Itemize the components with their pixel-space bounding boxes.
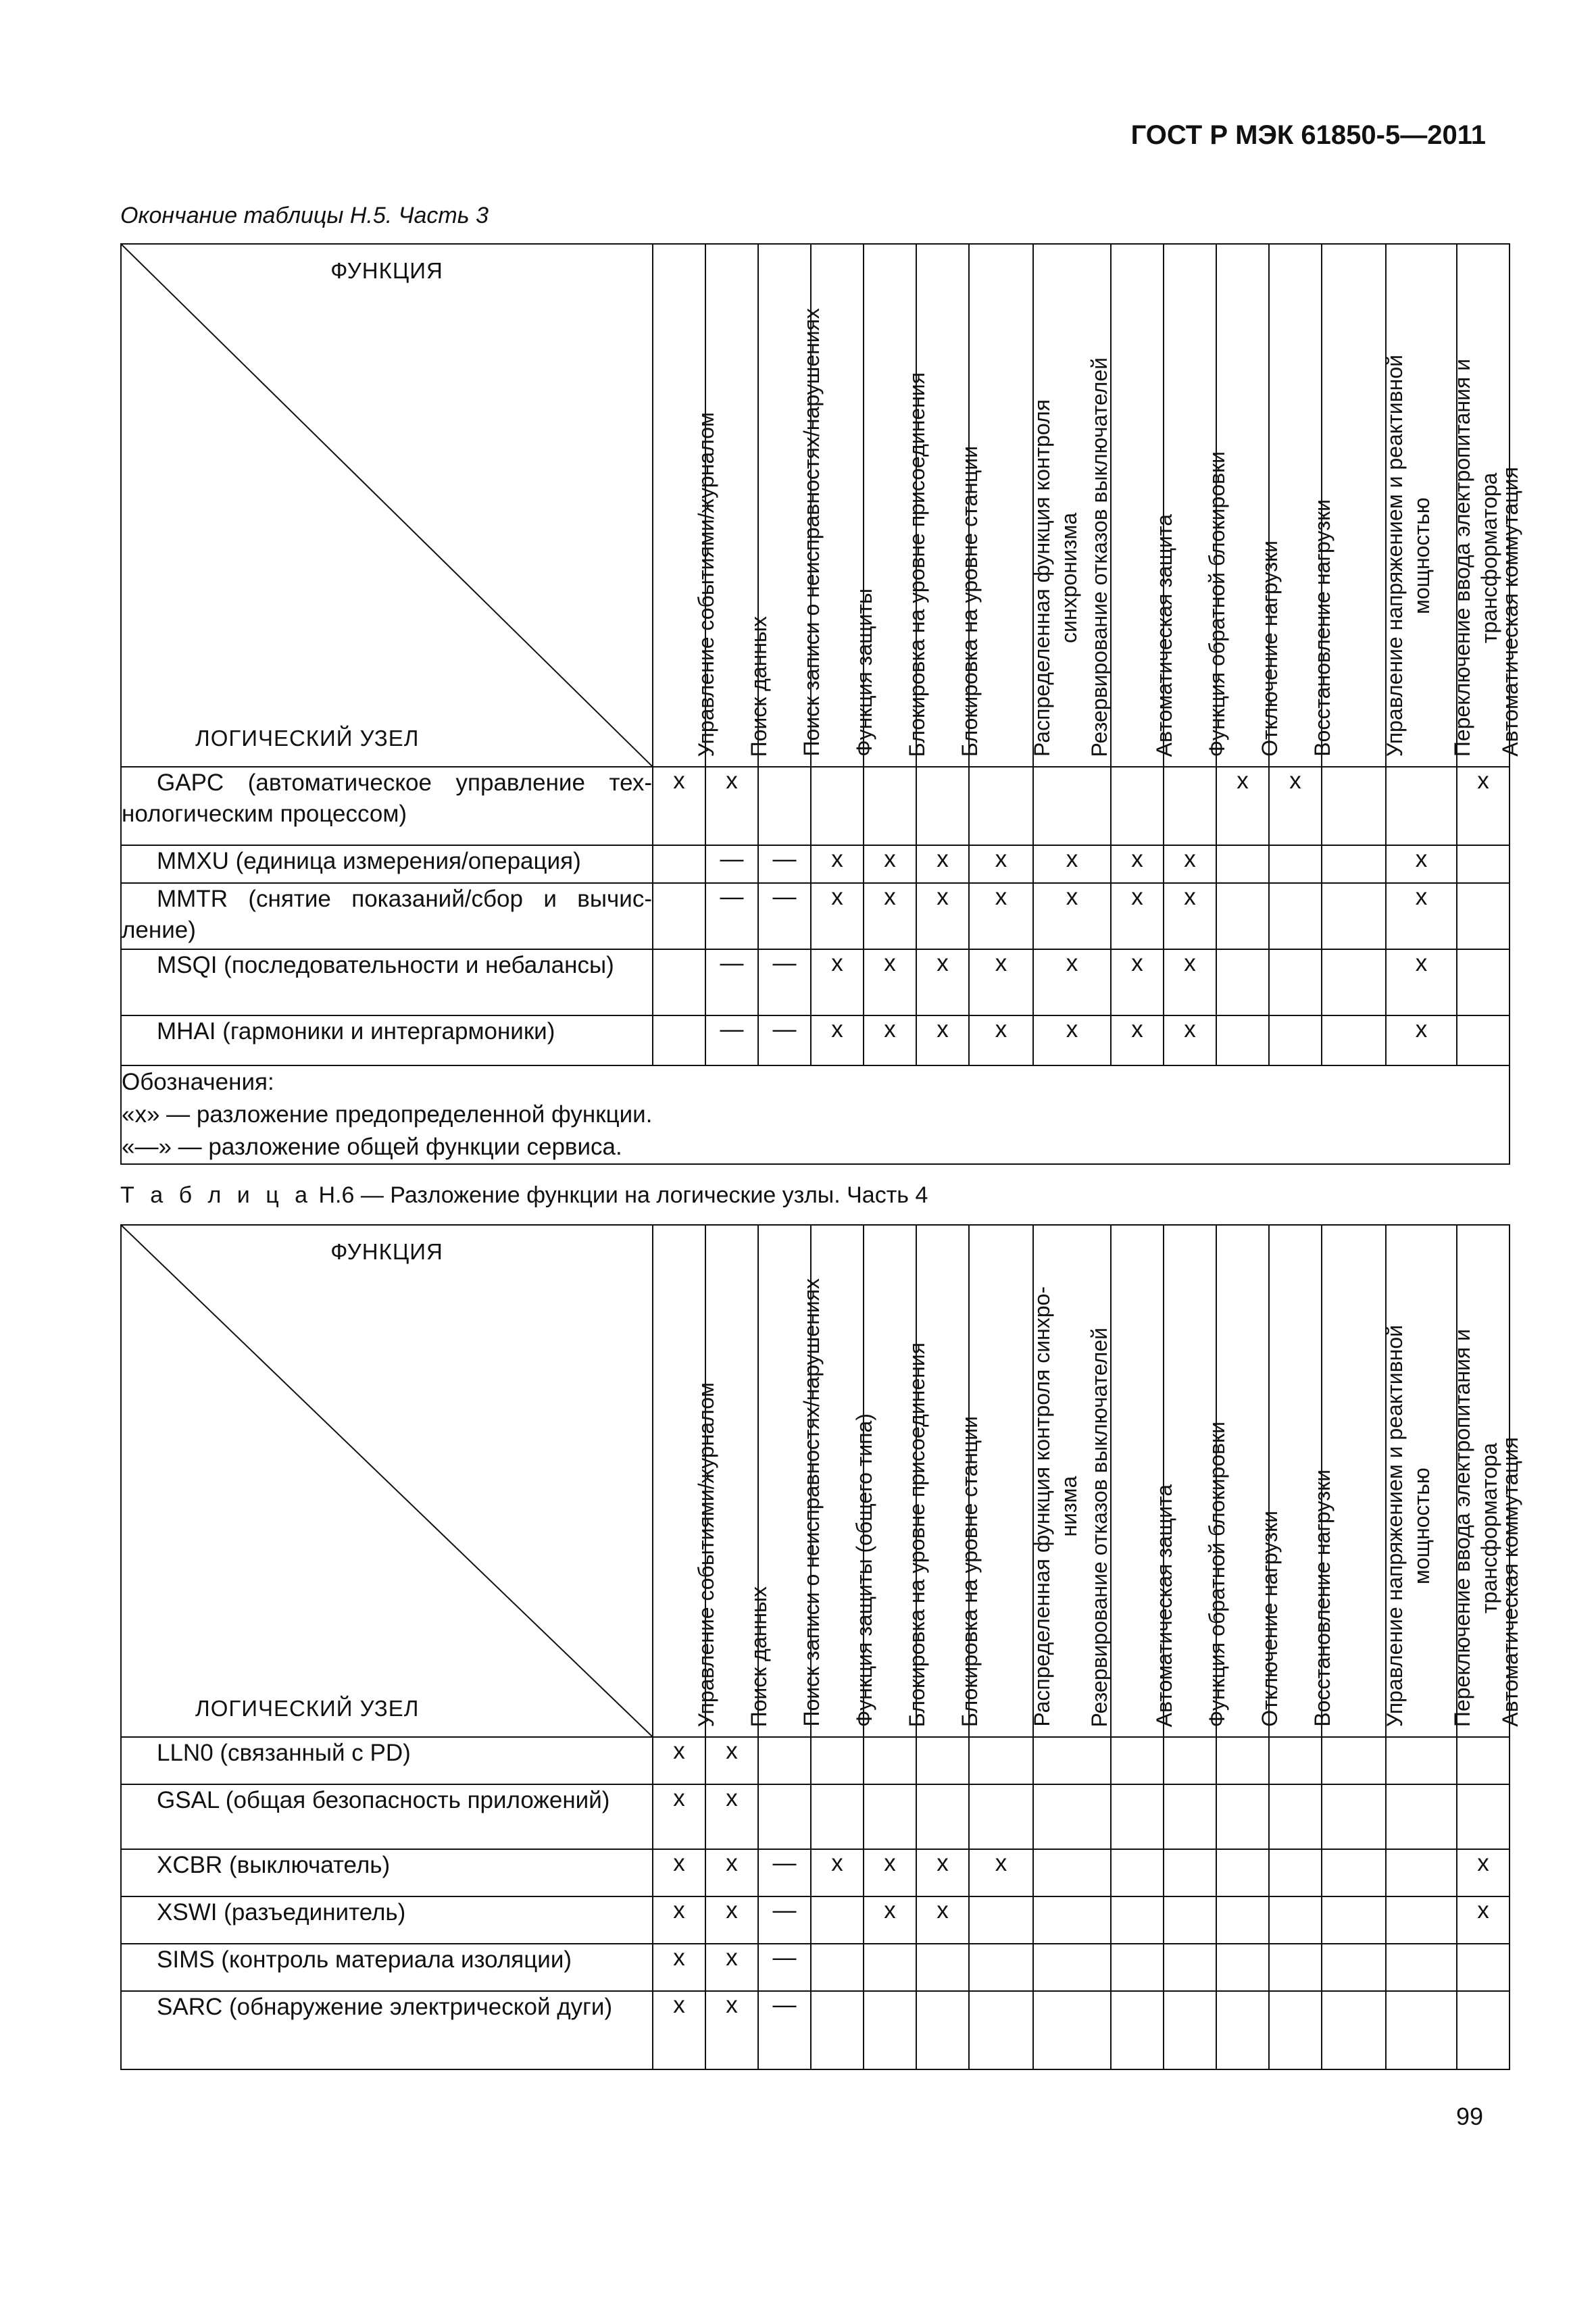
- mark-cell: [1269, 1896, 1322, 1944]
- table-row: [121, 845, 1510, 883]
- mark-cell: [1033, 1784, 1111, 1849]
- mark-cell: x: [864, 1896, 916, 1944]
- table-row: [121, 1896, 1510, 1944]
- mark-cell: [758, 1784, 811, 1849]
- mark-cell: x: [653, 767, 705, 845]
- mark-cell: x: [1386, 845, 1457, 883]
- mark-cell: x: [1111, 949, 1164, 1015]
- logical-node-cell: XCBR (выключатель): [121, 1849, 653, 1896]
- column-header: [1457, 244, 1522, 767]
- mark-cell: [1216, 1944, 1269, 1991]
- table-row: [121, 1991, 1510, 2069]
- mark-cell: —: [705, 949, 758, 1015]
- column-header-label: Блокировка на уровне присоединения: [905, 372, 929, 757]
- mark-cell: x: [1216, 767, 1269, 845]
- mark-cell: x: [916, 1849, 969, 1896]
- table-row: [121, 949, 1510, 1015]
- logical-node-cell: MMTR (снятие показаний/сбор и вычисление): [121, 883, 653, 949]
- column-header-label: Поиск записи о неисправностях/нарушениях: [799, 1278, 824, 1727]
- mark-cell: [1457, 949, 1510, 1015]
- mark-cell: [1457, 845, 1510, 883]
- column-header: [864, 244, 929, 767]
- column-header: [1033, 1225, 1111, 1737]
- function-label: ФУНКЦИЯ: [330, 258, 443, 283]
- mark-cell: [1164, 1784, 1216, 1849]
- mark-cell: x: [653, 1944, 705, 1991]
- column-header: [916, 1225, 982, 1737]
- column-header-label: Функция обратной блокировки: [1205, 451, 1229, 757]
- mark-cell: x: [1386, 949, 1457, 1015]
- mark-cell: [811, 1896, 864, 1944]
- mark-cell: [1033, 1896, 1111, 1944]
- column-header-label: Управление напряжением и реактивной мощностью: [1382, 1324, 1434, 1727]
- mark-cell: —: [758, 1849, 811, 1896]
- table-header-row: [121, 1225, 1510, 1737]
- mark-cell: x: [653, 1784, 705, 1849]
- mark-cell: x: [864, 845, 916, 883]
- column-header-label: Отключение нагрузки: [1257, 1511, 1282, 1727]
- column-header-label: Переключение ввода электропитания и трансформатора: [1449, 1328, 1501, 1727]
- column-header: [1457, 1225, 1522, 1737]
- column-header: [1322, 244, 1434, 767]
- column-header: [1386, 1225, 1501, 1737]
- mark-cell: x: [916, 845, 969, 883]
- mark-cell: [811, 1737, 864, 1784]
- logical-node-cell: LLN0 (связанный с PD): [121, 1737, 653, 1784]
- mark-cell: [1457, 1015, 1510, 1065]
- mark-cell: x: [1033, 883, 1111, 949]
- legend-line-x: «x» — разложение предопределенной функции.: [122, 1101, 653, 1128]
- mark-cell: —: [758, 845, 811, 883]
- mark-cell: x: [1457, 1896, 1510, 1944]
- column-header-label: Функция защиты (общего типа): [852, 1413, 876, 1727]
- mark-cell: —: [758, 1991, 811, 2069]
- mark-cell: [1322, 1015, 1386, 1065]
- mark-cell: [1111, 1737, 1164, 1784]
- column-header: [811, 1225, 876, 1737]
- column-header: [969, 1225, 1081, 1737]
- mark-cell: [811, 767, 864, 845]
- mark-cell: [1269, 1015, 1322, 1065]
- mark-cell: x: [864, 1849, 916, 1896]
- mark-cell: —: [758, 1896, 811, 1944]
- mark-cell: [1269, 1849, 1322, 1896]
- mark-cell: [1216, 1896, 1269, 1944]
- logical-node-cell: MHAI (гармоники и интергармоники): [121, 1015, 653, 1065]
- mark-cell: [1269, 883, 1322, 949]
- mark-cell: x: [705, 1896, 758, 1944]
- mark-cell: x: [1033, 1015, 1111, 1065]
- column-header-label: Автоматическая защита: [1152, 1484, 1176, 1727]
- mark-cell: x: [1457, 1849, 1510, 1896]
- mark-cell: x: [1111, 1015, 1164, 1065]
- mark-cell: [1457, 1784, 1510, 1849]
- page-number: 99: [1455, 2103, 1483, 2130]
- logical-node-label: ЛОГИЧЕСКИЙ УЗЕЛ: [195, 1696, 420, 1721]
- mark-cell: [1322, 1991, 1386, 2069]
- mark-cell: x: [1164, 845, 1216, 883]
- mark-cell: x: [969, 1015, 1033, 1065]
- mark-cell: [1033, 767, 1111, 845]
- header-corner-cell: [121, 244, 653, 767]
- mark-cell: x: [653, 1849, 705, 1896]
- column-header: [969, 244, 1081, 767]
- mark-cell: [1269, 1784, 1322, 1849]
- mark-cell: [1386, 1849, 1457, 1896]
- mark-cell: [1269, 1737, 1322, 1784]
- column-header-label: Блокировка на уровне станции: [957, 445, 982, 757]
- column-header-label: Восстановление нагрузки: [1310, 499, 1335, 757]
- table-row: [121, 1015, 1510, 1065]
- mark-cell: x: [864, 949, 916, 1015]
- table-h5-part3: [120, 243, 1522, 1165]
- mark-cell: [1386, 1991, 1457, 2069]
- table2-caption: [120, 1182, 928, 1209]
- mark-cell: x: [864, 883, 916, 949]
- logical-node-cell: GAPC (автоматическое управление технологическим процессом): [121, 767, 653, 845]
- mark-cell: [811, 1944, 864, 1991]
- mark-cell: x: [1164, 883, 1216, 949]
- mark-cell: x: [1033, 845, 1111, 883]
- mark-cell: [1269, 1944, 1322, 1991]
- mark-cell: x: [653, 1991, 705, 2069]
- table2-title: Н.6 — Разложение функции на логические узлы. Часть 4: [318, 1182, 928, 1208]
- mark-cell: [1322, 1737, 1386, 1784]
- mark-cell: x: [1386, 883, 1457, 949]
- mark-cell: x: [969, 845, 1033, 883]
- mark-cell: x: [1386, 1015, 1457, 1065]
- column-header-label: Автоматическая коммутация: [1498, 1437, 1522, 1727]
- mark-cell: [1033, 1944, 1111, 1991]
- column-header: [1322, 1225, 1434, 1737]
- logical-node-cell: XSWI (разъединитель): [121, 1896, 653, 1944]
- mark-cell: [969, 1944, 1033, 1991]
- mark-cell: [1269, 845, 1322, 883]
- mark-cell: x: [1111, 883, 1164, 949]
- column-header-label: Автоматическая защита: [1152, 513, 1176, 757]
- mark-cell: x: [916, 1896, 969, 1944]
- table-h6-part4: [120, 1224, 1522, 2070]
- legend-row: [121, 1065, 1510, 1164]
- mark-cell: x: [705, 767, 758, 845]
- header-corner-cell: [121, 1225, 653, 1737]
- mark-cell: [653, 1015, 705, 1065]
- mark-cell: x: [916, 883, 969, 949]
- mark-cell: x: [1269, 767, 1322, 845]
- column-header: [916, 244, 982, 767]
- mark-cell: x: [705, 1944, 758, 1991]
- column-header-label: Распределенная функция контроля синхронизма: [1029, 399, 1081, 757]
- mark-cell: [1457, 883, 1510, 949]
- mark-cell: [1111, 1944, 1164, 1991]
- mark-cell: x: [811, 1849, 864, 1896]
- mark-cell: [1322, 949, 1386, 1015]
- column-header-label: Блокировка на уровне присоединения: [905, 1342, 929, 1727]
- mark-cell: x: [969, 883, 1033, 949]
- mark-cell: [1457, 1991, 1510, 2069]
- table-row: [121, 767, 1510, 845]
- mark-cell: x: [969, 949, 1033, 1015]
- mark-cell: [1386, 1944, 1457, 1991]
- mark-cell: [1322, 845, 1386, 883]
- column-header: [1216, 1225, 1282, 1737]
- column-header-label: Восстановление нагрузки: [1310, 1469, 1335, 1727]
- mark-cell: x: [811, 845, 864, 883]
- logical-node-cell: MMXU (единица измерения/операция): [121, 845, 653, 883]
- mark-cell: [916, 767, 969, 845]
- column-header: [811, 244, 876, 767]
- mark-cell: [969, 1737, 1033, 1784]
- column-header: [705, 244, 771, 767]
- column-header: [864, 1225, 929, 1737]
- column-header: [758, 1225, 824, 1737]
- logical-node-cell: SIMS (контроль материала изоляции): [121, 1944, 653, 1991]
- column-header-label: Управление событиями/журналом: [694, 1382, 718, 1727]
- column-header: [1164, 244, 1229, 767]
- mark-cell: [864, 767, 916, 845]
- mark-cell: [1322, 1849, 1386, 1896]
- column-header-label: Отключение нагрузки: [1257, 540, 1282, 757]
- mark-cell: [1216, 1849, 1269, 1896]
- mark-cell: [758, 1737, 811, 1784]
- mark-cell: —: [758, 1944, 811, 1991]
- mark-cell: x: [1164, 949, 1216, 1015]
- diagonal-divider: [122, 1226, 652, 1736]
- column-header: [1111, 1225, 1176, 1737]
- mark-cell: [1216, 883, 1269, 949]
- mark-cell: [653, 845, 705, 883]
- column-header-label: Резервирование отказов выключателей: [1087, 1327, 1112, 1727]
- mark-cell: [1322, 883, 1386, 949]
- mark-cell: —: [758, 949, 811, 1015]
- table-row: [121, 883, 1510, 949]
- logical-node-cell: GSAL (общая безопасность приложений): [121, 1784, 653, 1849]
- mark-cell: x: [705, 1849, 758, 1896]
- mark-cell: [1216, 845, 1269, 883]
- mark-cell: [1164, 1991, 1216, 2069]
- mark-cell: [916, 1991, 969, 2069]
- column-header-label: Блокировка на уровне станции: [957, 1415, 982, 1727]
- mark-cell: [1457, 1737, 1510, 1784]
- mark-cell: [1322, 1944, 1386, 1991]
- column-header-label: Переключение ввода электропитания и трансформатора: [1449, 358, 1501, 757]
- table-row: [121, 1849, 1510, 1896]
- column-header-label: Управление напряжением и реактивной мощностью: [1382, 354, 1434, 757]
- column-header-label: Поиск данных: [747, 1586, 771, 1727]
- mark-cell: [1216, 1784, 1269, 1849]
- mark-cell: [1457, 1944, 1510, 1991]
- mark-cell: x: [1457, 767, 1510, 845]
- logical-node-label: ЛОГИЧЕСКИЙ УЗЕЛ: [195, 726, 420, 751]
- mark-cell: [864, 1737, 916, 1784]
- table-row: [121, 1944, 1510, 1991]
- mark-cell: [864, 1784, 916, 1849]
- mark-cell: x: [916, 949, 969, 1015]
- mark-cell: [969, 1896, 1033, 1944]
- column-header-label: Поиск записи о неисправностях/нарушениях: [799, 308, 824, 757]
- diagonal-divider: [122, 245, 652, 766]
- mark-cell: [1164, 1944, 1216, 1991]
- function-label: ФУНКЦИЯ: [330, 1239, 443, 1264]
- mark-cell: [1386, 1784, 1457, 1849]
- mark-cell: —: [705, 1015, 758, 1065]
- mark-cell: [969, 767, 1033, 845]
- column-header: [1386, 244, 1501, 767]
- mark-cell: x: [811, 949, 864, 1015]
- mark-cell: [1386, 767, 1457, 845]
- mark-cell: [1216, 1737, 1269, 1784]
- column-header: [705, 1225, 771, 1737]
- legend-cell: [121, 1065, 1510, 1164]
- column-header: [653, 244, 718, 767]
- mark-cell: [1033, 1737, 1111, 1784]
- mark-cell: [1386, 1896, 1457, 1944]
- column-header: [1216, 244, 1282, 767]
- mark-cell: [1164, 1896, 1216, 1944]
- logical-node-cell: SARC (обнаружение электрической дуги): [121, 1991, 653, 2069]
- mark-cell: x: [653, 1737, 705, 1784]
- mark-cell: x: [864, 1015, 916, 1065]
- mark-cell: [1216, 949, 1269, 1015]
- mark-cell: [653, 949, 705, 1015]
- table1-caption: Окончание таблицы Н.5. Часть 3: [120, 203, 489, 228]
- mark-cell: [1269, 949, 1322, 1015]
- column-header-label: Резервирование отказов выключателей: [1087, 357, 1112, 757]
- mark-cell: [1033, 1849, 1111, 1896]
- table-label: Т а б л и ц а: [120, 1182, 313, 1208]
- mark-cell: [1111, 767, 1164, 845]
- column-header: [1164, 1225, 1229, 1737]
- mark-cell: x: [653, 1896, 705, 1944]
- mark-cell: [969, 1991, 1033, 2069]
- mark-cell: —: [758, 883, 811, 949]
- table-row: [121, 1784, 1510, 1849]
- mark-cell: [1111, 1896, 1164, 1944]
- mark-cell: [1386, 1737, 1457, 1784]
- mark-cell: [1164, 1849, 1216, 1896]
- mark-cell: x: [1033, 949, 1111, 1015]
- column-header: [1033, 244, 1111, 767]
- mark-cell: [1033, 1991, 1111, 2069]
- mark-cell: [969, 1784, 1033, 1849]
- mark-cell: [1216, 1991, 1269, 2069]
- mark-cell: [1111, 1991, 1164, 2069]
- mark-cell: [916, 1784, 969, 1849]
- table-header-row: [121, 244, 1510, 767]
- column-header: [653, 1225, 718, 1737]
- mark-cell: [864, 1944, 916, 1991]
- mark-cell: [758, 767, 811, 845]
- legend-line-dash: «—» — разложение общей функции сервиса.: [122, 1134, 622, 1160]
- mark-cell: [653, 883, 705, 949]
- legend-title: Обозначения:: [122, 1069, 274, 1095]
- mark-cell: [811, 1784, 864, 1849]
- document-code: ГОСТ Р МЭК 61850-5—2011: [1130, 120, 1486, 150]
- mark-cell: [1322, 1896, 1386, 1944]
- column-header-label: Функция защиты: [852, 588, 876, 757]
- mark-cell: —: [758, 1015, 811, 1065]
- column-header-label: Автоматическая коммутация: [1498, 467, 1522, 757]
- mark-cell: x: [916, 1015, 969, 1065]
- column-header-label: Распределенная функция контроля синхро- низма: [1029, 1286, 1081, 1727]
- column-header: [1269, 1225, 1335, 1737]
- mark-cell: x: [969, 1849, 1033, 1896]
- mark-cell: [1111, 1784, 1164, 1849]
- mark-cell: —: [705, 883, 758, 949]
- mark-cell: [811, 1991, 864, 2069]
- column-header: [1111, 244, 1176, 767]
- mark-cell: x: [705, 1991, 758, 2069]
- mark-cell: [916, 1737, 969, 1784]
- table-row: [121, 1737, 1510, 1784]
- column-header-label: Поиск данных: [747, 615, 771, 757]
- column-header-label: Функция обратной блокировки: [1205, 1421, 1229, 1727]
- mark-cell: [1322, 1784, 1386, 1849]
- mark-cell: x: [811, 883, 864, 949]
- column-header: [1269, 244, 1335, 767]
- mark-cell: [1269, 1991, 1322, 2069]
- mark-cell: [916, 1944, 969, 1991]
- mark-cell: [1216, 1015, 1269, 1065]
- logical-node-cell: MSQI (последовательности и небалансы): [121, 949, 653, 1015]
- mark-cell: x: [811, 1015, 864, 1065]
- mark-cell: [1164, 1737, 1216, 1784]
- mark-cell: [1322, 767, 1386, 845]
- mark-cell: x: [1111, 845, 1164, 883]
- mark-cell: [1111, 1849, 1164, 1896]
- mark-cell: [1164, 767, 1216, 845]
- mark-cell: x: [1164, 1015, 1216, 1065]
- column-header-label: Управление событиями/журналом: [694, 411, 718, 757]
- mark-cell: x: [705, 1784, 758, 1849]
- mark-cell: —: [705, 845, 758, 883]
- mark-cell: x: [705, 1737, 758, 1784]
- column-header: [758, 244, 824, 767]
- mark-cell: [864, 1991, 916, 2069]
